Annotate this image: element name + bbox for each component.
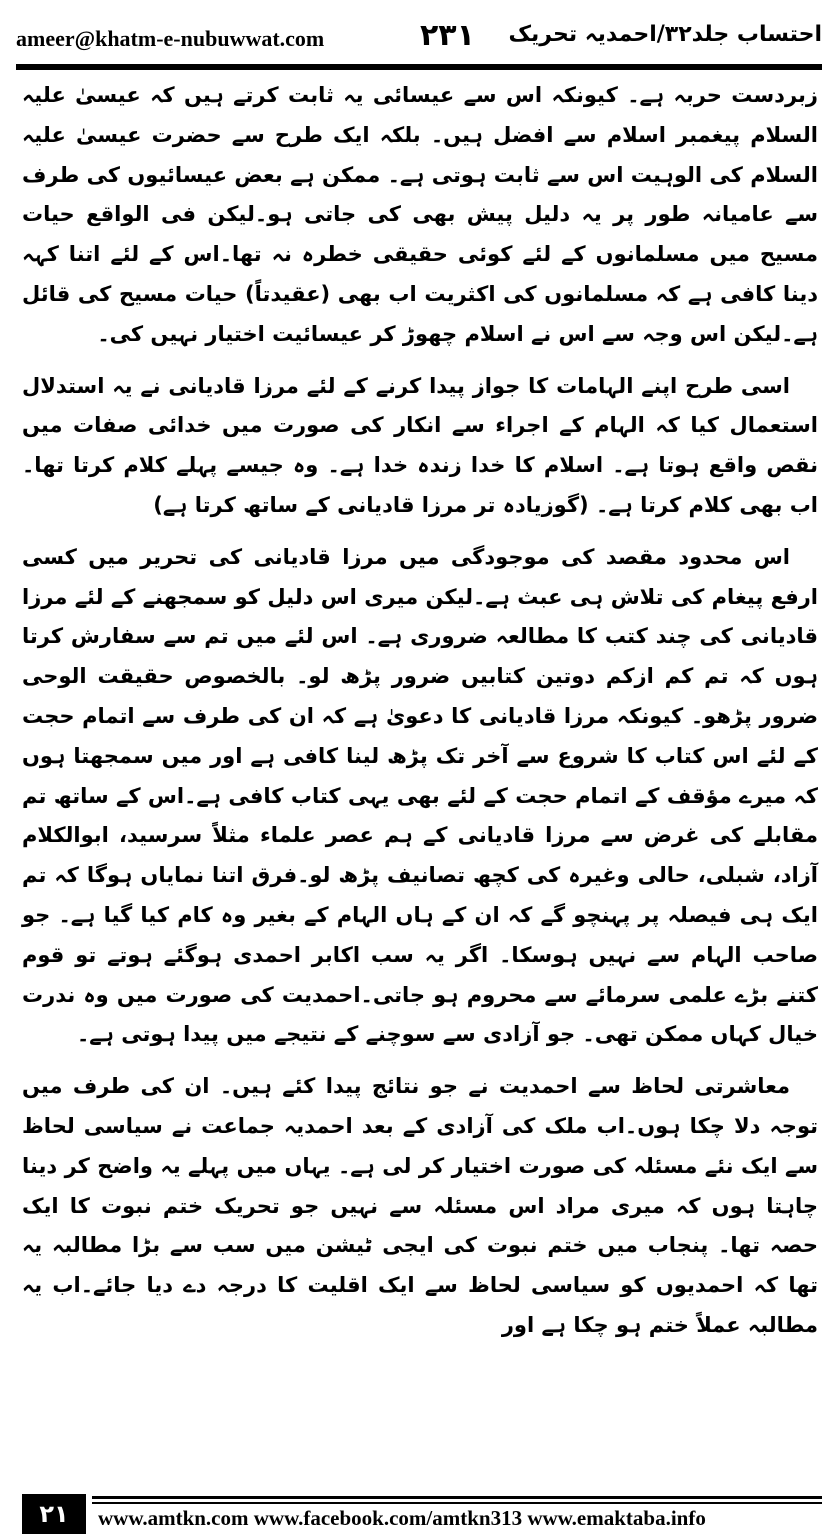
paragraph-2: اسی طرح اپنے الہامات کا جواز پیدا کرنے کے لئے مرزا قادیانی نے یہ استدلال استعمال کیا کہ الہام کے اجراء سے انکار کی صورت میں خدائی صفات میں نقص واقع ہوتا ہے۔ اسلام کا خدا زندہ خدا ہے۔ وہ جیسے پہلے کلام کرتا تھا۔ اب بھی کلام کرتا ہے۔ (گوزیادہ تر مرزا قادیانی کے ساتھ کرتا ہے) — [22, 373, 818, 517]
page-header — [16, 18, 822, 62]
footer-page-number: ۲۱ — [22, 1494, 86, 1534]
page-footer — [22, 1494, 822, 1534]
header-rule — [16, 64, 822, 70]
paragraph-1: زبردست حربہ ہے۔ کیونکہ اس سے عیسائی یہ ثابت کرتے ہیں کہ عیسیٰ علیہ السلام پیغمبر اسلام سے افضل ہیں۔ بلکہ ایک طرح سے حضرت عیسیٰ علیہ السلام کی الوہیت اس سے ثابت ہوتی ہے۔ ممکن ہے بعض عیسائیوں کی طرف سے عامیانہ طور پر یہ دلیل پیش بھی کی جاتی ہو۔لیکن فی الواقع حیات مسیح میں مسلمانوں کے لئے کوئی حقیقی خطرہ نہ تھا۔اس کے لئے اتنا کہہ دینا کافی ہے کہ مسلمانوں کی اکثریت اب بھی (عقیدتاً) حیات مسیح کی قائل ہے۔لیکن اس وجہ سے اس نے اسلام چھوڑ کر عیسائیت اختیار نہیں کی۔ — [22, 83, 818, 346]
paragraph-3: اس محدود مقصد کی موجودگی میں مرزا قادیانی کی تحریر میں کسی ارفع پیغام کی تلاش ہی عبث ہے۔لیکن میری اس دلیل کو سمجھنے کے لئے مرزا قادیانی کی چند کتب کا مطالعہ ضروری ہے۔ اس لئے میں تم سے سفارش کرتا ہوں کہ تم کم ازکم دوتین کتابیں ضرور پڑھ لو۔ بالخصوص حقیقت الوحی ضرور پڑھو۔ کیونکہ مرزا قادیانی کا دعویٰ ہے کہ ان کی طرف سے اتمام حجت کے لئے اس کتاب کا شروع سے آخر تک پڑھ لینا کافی ہے اور میں سمجھتا ہوں کہ میرے مؤقف کے اتمام حجت کے لئے بھی یہی کتاب کافی ہے۔اس کے ساتھ تم مقابلے کی غرض سے مرزا قادیانی کے ہم عصر علماء مثلاً سرسید، ابوالکلام آزاد، شبلی، حالی وغیرہ کی کچھ تصانیف پڑھ لو۔فرق اتنا نمایاں ہوگا کہ تم ایک ہی فیصلہ پر پہنچو گے کہ ان کے ہاں الہام کے بغیر وہ کام کیا گیا ہے۔ جو صاحب الہام سے نہیں ہوسکا۔ اگر یہ سب اکابر احمدی ہوگئے ہوتے تو قوم کتنے بڑے علمی سرمائے سے محروم ہو جاتی۔احمدیت کی صورت میں وہ ندرت خیال کہاں ممکن تھی۔ جو آزادی سے سوچنے کے نتیجے میں پیدا ہوتی ہے۔ — [22, 544, 818, 1047]
footer-rule-thick — [92, 1496, 822, 1499]
paragraph-4: معاشرتی لحاظ سے احمدیت نے جو نتائج پیدا کئے ہیں۔ ان کی طرف میں توجہ دلا چکا ہوں۔اب ملک کی آزادی کے بعد احمدیہ جماعت نے سیاسی لحاظ سے ایک نئے مسئلہ کی صورت اختیار کر لی ہے۔ یہاں میں پہلے یہ واضح کر دینا چاہتا ہوں کہ میری مراد اس مسئلہ سے نہیں جو تحریک ختم نبوت کا ایک حصہ تھا۔ پنجاب میں ختم نبوت کی ایجی ٹیشن میں سب سے بڑا مطالبہ یہ تھا کہ احمدیوں کو سیاسی لحاظ سے ایک اقلیت کا درجہ دے دیا جائے۔اب یہ مطالبہ عملاً ختم ہو چکا ہے اور — [22, 1074, 818, 1337]
header-page-number: ۲۳۱ — [420, 18, 475, 53]
page-body — [22, 76, 818, 1346]
footer-website-links: www.amtkn.com www.facebook.com/amtkn313 www.emaktaba.info — [98, 1506, 706, 1530]
footer-rule-thin — [92, 1502, 822, 1504]
header-email: ameer@khatm-e-nubuwwat.com — [16, 26, 325, 51]
header-book-title: احتساب جلد۳۲/احمدیہ تحریک — [508, 22, 822, 47]
